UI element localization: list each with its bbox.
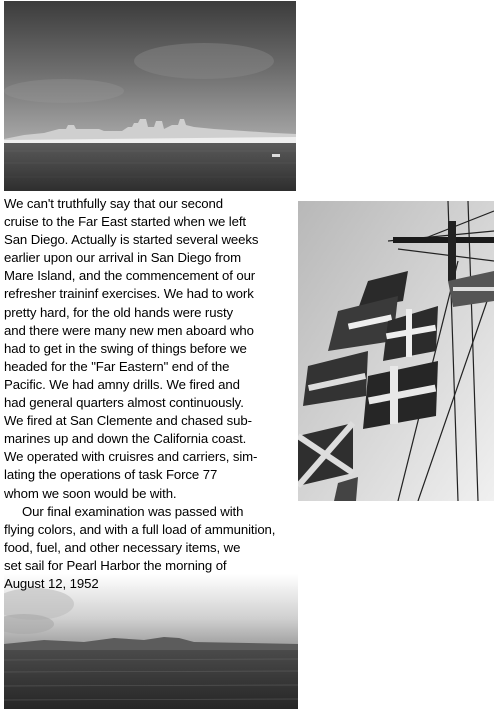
ocean-photo [4,574,298,709]
skyline-photo [4,1,296,191]
article-text [4,195,314,593]
flags-photo [298,201,494,501]
text-line: San Diego. Actually is started several weeks [4,232,259,248]
text-line: and there were many new men aboard who [4,322,254,338]
text-line: whom we soon would be with. [4,485,177,501]
text-line: August 12, 1952 [4,575,99,591]
city-skyline-icon [4,1,296,191]
text-line: cruise to the Far East started when we left [4,214,246,230]
text-line: headed for the "Far Eastern" end of the [4,358,230,374]
text-line: flying colors, and with a full load of ammunition, [4,521,276,537]
text-line: Pacific. We had amny drills. We fired and [4,376,240,392]
text-line: had to get in the swing of things before we [4,340,247,356]
text-line: We operated with cruisres and carriers, sim- [4,449,258,465]
text-line: set sail for Pearl Harbor the morning of [4,557,227,573]
text-line: earlier upon our arrival in San Diego from [4,250,241,266]
text-line: had general quarters almost continuously. [4,395,244,411]
ocean-horizon-icon [4,574,298,709]
text-line: We fired at San Clemente and chased sub- [4,413,252,429]
text-line: food, fuel, and other necessary items, we [4,539,241,555]
text-line: Mare Island, and the commencement of our [4,268,256,284]
text-line: lating the operations of task Force 77 [4,467,218,483]
signal-flags-icon [298,201,494,501]
text-line: We can't truthfully say that our second [4,196,224,211]
text-line: pretty hard, for the old hands were rusty [4,304,233,320]
text-line: refresher traininf exercises. We had to work [4,286,254,302]
text-line: marines up and down the California coast. [4,431,247,447]
text-line-indented: Our final examination was passed with [22,503,244,519]
